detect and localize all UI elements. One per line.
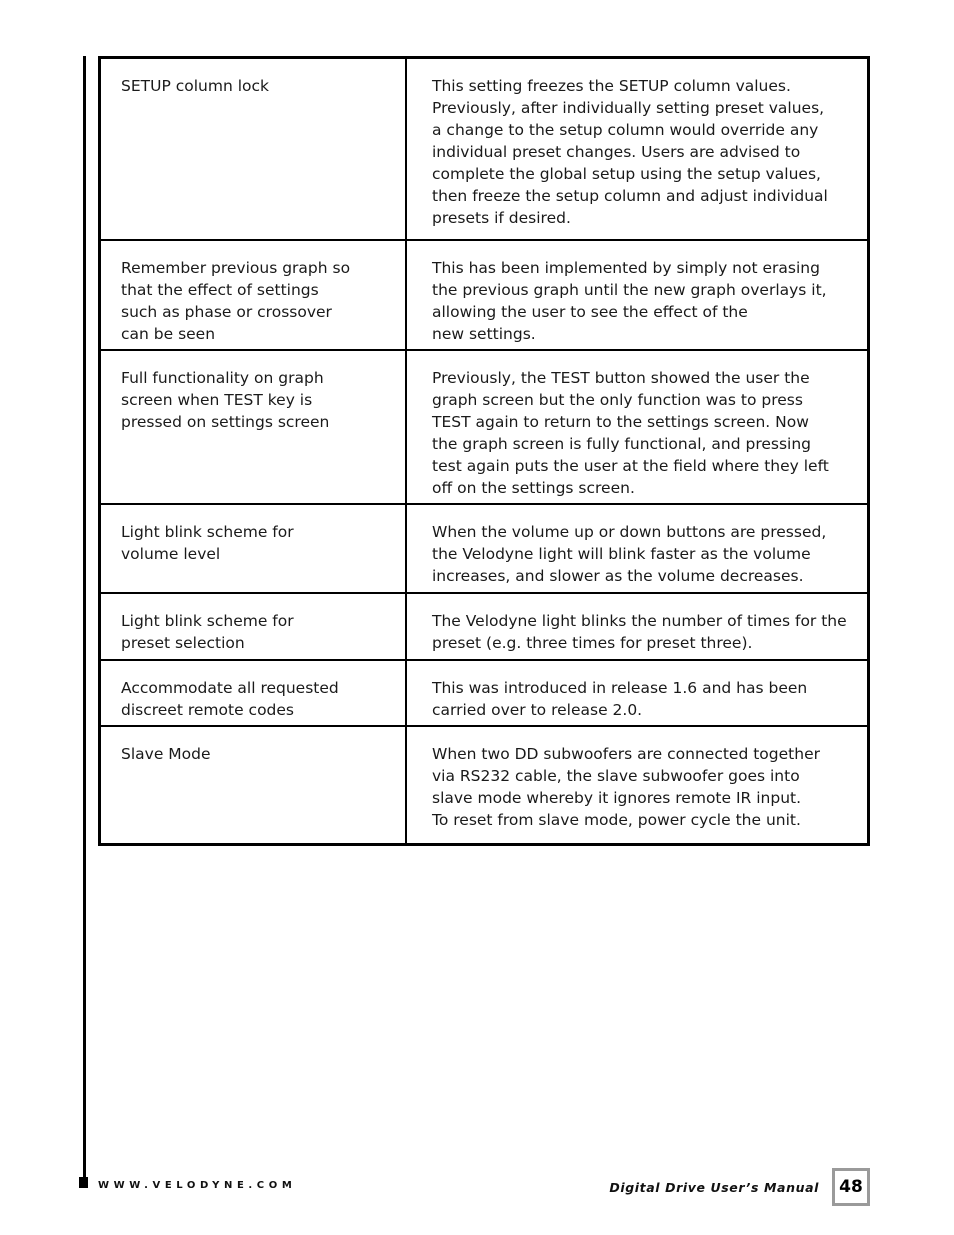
feature-cell: Light blink scheme for preset selection xyxy=(100,593,407,660)
description-cell: This was introduced in release 1.6 and has been carried over to release 2.0. xyxy=(406,660,869,726)
feature-cell: SETUP column lock xyxy=(100,58,407,241)
description-cell: This setting freezes the SETUP column values. Previously, after individually setting preset values, a change to the setup column would override any individual preset changes. Users are advised to complete the global setup using the setup values, then freeze the setup column and adjust individual presets if desired. xyxy=(406,58,869,241)
description-cell: When the volume up or down buttons are pressed, the Velodyne light will blink faster as the volume increases, and slower as the volume decreases. xyxy=(406,504,869,593)
table-row xyxy=(100,504,869,593)
footer-manual-title: Digital Drive User’s Manual xyxy=(609,1180,819,1195)
feature-cell: Full functionality on graph screen when TEST key is pressed on settings screen xyxy=(100,350,407,504)
feature-cell: Slave Mode xyxy=(100,726,407,845)
table-row xyxy=(100,593,869,660)
description-cell: When two DD subwoofers are connected together via RS232 cable, the slave subwoofer goes into slave mode whereby it ignores remote IR input. To reset from slave mode, power cycle the unit. xyxy=(406,726,869,845)
table-row xyxy=(100,726,869,845)
table-row xyxy=(100,240,869,350)
description-cell: Previously, the TEST button showed the user the graph screen but the only function was to press TEST again to return to the settings screen. Now the graph screen is fully functional, and pressing test again puts the user at the field where they left off on the settings screen. xyxy=(406,350,869,504)
footer-website-link[interactable]: WWW.VELODYNE.COM xyxy=(98,1180,297,1191)
page-number-badge: 48 xyxy=(832,1168,870,1206)
margin-rule-terminator xyxy=(79,1177,88,1188)
description-cell: The Velodyne light blinks the number of times for the preset (e.g. three times for preset three). xyxy=(406,593,869,660)
feature-cell: Accommodate all requested discreet remote codes xyxy=(100,660,407,726)
table-row xyxy=(100,58,869,241)
feature-cell: Light blink scheme for volume level xyxy=(100,504,407,593)
margin-rule xyxy=(83,56,86,1181)
table-row xyxy=(100,660,869,726)
table-row xyxy=(100,350,869,504)
feature-cell: Remember previous graph so that the effect of settings such as phase or crossover can be seen xyxy=(100,240,407,350)
features-table xyxy=(98,56,870,846)
description-cell: This has been implemented by simply not erasing the previous graph until the new graph overlays it, allowing the user to see the effect of the new settings. xyxy=(406,240,869,350)
